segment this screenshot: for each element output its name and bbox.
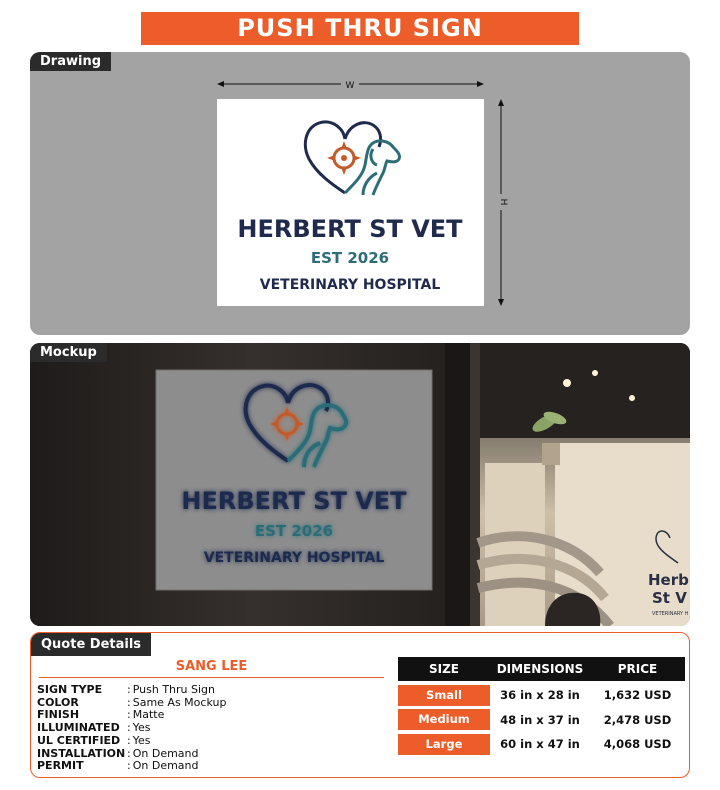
heart-paw-logo-icon [305, 122, 399, 195]
spec-value: On Demand [132, 746, 199, 760]
spec-colon: : [127, 695, 131, 709]
drawing-logo-name: HERBERT ST VET [237, 215, 463, 243]
row-price: 4,068 USD [603, 737, 672, 751]
spec-label: FINISH [37, 708, 80, 722]
height-marker: H [498, 198, 508, 206]
row-price: 1,632 USD [603, 688, 672, 702]
mockup-scene [30, 343, 690, 626]
row-dimensions: 60 in x 47 in [500, 737, 580, 751]
spec-label: COLOR [37, 695, 79, 709]
row-dimensions: 36 in x 28 in [500, 688, 580, 702]
table-row [398, 685, 685, 706]
spec-value: Push Thru Sign [132, 683, 216, 696]
spec-colon: : [127, 733, 131, 747]
window-text-line2: St V [652, 589, 687, 607]
page-title: PUSH THRU SIGN [141, 12, 579, 45]
spec-label: INSTALLATION [37, 746, 126, 760]
window-text-line1: Herb [648, 571, 689, 589]
spec-row-sign-type [37, 684, 226, 697]
mockup-logo-name: HERBERT ST VET [181, 487, 407, 515]
header-size: SIZE [428, 662, 459, 676]
drawing-logo-subtitle: VETERINARY HOSPITAL [259, 277, 441, 293]
sign-drawing [217, 99, 484, 306]
header-dimensions: DIMENSIONS [496, 662, 584, 676]
spec-label: SIGN TYPE [37, 683, 103, 696]
spec-label: ILLUMINATED [37, 721, 120, 735]
spec-value: Same As Mockup [132, 695, 227, 709]
row-dimensions: 48 in x 37 in [500, 712, 580, 727]
price-table-header [398, 657, 685, 681]
customer-name: SANG LEE [39, 659, 384, 678]
mockup-logo-established: EST 2026 [254, 522, 334, 540]
spec-list [37, 684, 226, 773]
width-dimension-line [217, 78, 484, 90]
spec-row-illuminated [37, 722, 226, 735]
drawing-panel [30, 52, 690, 335]
header-price: PRICE [617, 662, 658, 676]
size-badge[interactable]: Small [398, 685, 490, 706]
spec-row-ul-certified [37, 735, 226, 748]
drawing-tab-label: Drawing [30, 52, 111, 71]
spec-colon: : [127, 683, 131, 696]
mockup-panel [30, 343, 690, 626]
spec-label: UL CERTIFIED [37, 733, 121, 747]
quote-details-panel [30, 632, 690, 778]
spec-value: Yes [132, 733, 151, 747]
spec-colon: : [127, 759, 131, 773]
spec-row-permit [37, 760, 226, 773]
spec-label: PERMIT [37, 759, 84, 773]
spec-value: On Demand [132, 759, 199, 773]
width-marker: W [345, 81, 355, 90]
height-dimension-line [492, 99, 510, 306]
price-table [398, 657, 685, 755]
drawing-logo-established: EST 2026 [310, 249, 390, 267]
spec-colon: : [127, 746, 131, 760]
window-text-line3: VETERINARY H [652, 611, 689, 617]
spec-colon: : [127, 721, 131, 735]
size-badge[interactable]: Medium [398, 709, 490, 730]
table-row [398, 734, 685, 755]
table-row [398, 709, 685, 730]
mockup-tab-label: Mockup [30, 343, 107, 362]
spec-value: Matte [132, 708, 165, 722]
quote-tab-label: Quote Details [31, 633, 151, 656]
spec-value: Yes [132, 721, 151, 735]
row-price: 2,478 USD [603, 712, 672, 727]
mockup-logo-subtitle: VETERINARY HOSPITAL [203, 550, 385, 566]
spec-colon: : [127, 708, 131, 722]
size-badge[interactable]: Large [398, 734, 490, 755]
